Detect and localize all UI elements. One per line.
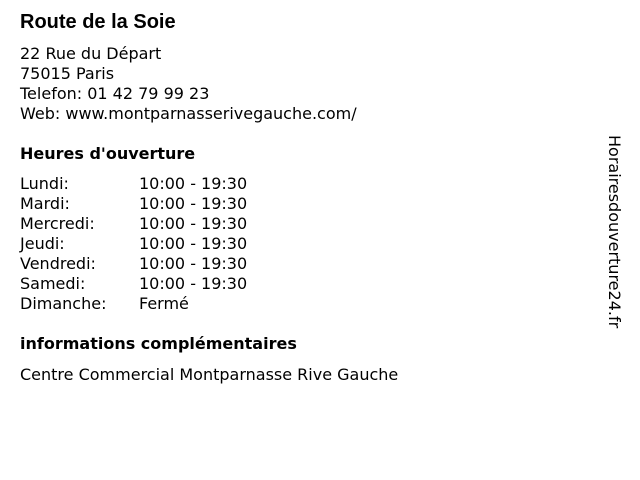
day-label: Mardi:	[20, 194, 70, 213]
hours-row-saturday	[20, 274, 320, 294]
time-value: 10:00 - 19:30	[139, 194, 248, 213]
store-address-block	[20, 44, 357, 124]
hours-heading: Heures d'ouverture	[20, 144, 196, 163]
info-text: Centre Commercial Montparnasse Rive Gauche	[20, 365, 399, 384]
time-value: Fermé	[139, 294, 189, 313]
time-value: 10:00 - 19:30	[139, 174, 248, 193]
hours-row-thursday	[20, 234, 320, 254]
time-value: 10:00 - 19:30	[139, 274, 248, 293]
day-label: Mercredi:	[20, 214, 95, 233]
hours-row-monday	[20, 174, 320, 194]
day-label: Vendredi:	[20, 254, 96, 273]
day-label: Lundi:	[20, 174, 69, 193]
day-label: Dimanche:	[20, 294, 107, 313]
website-link: Web: www.montparnasserivegauche.com/	[20, 104, 357, 123]
address-city: 75015 Paris	[20, 64, 115, 83]
day-label: Samedi:	[20, 274, 86, 293]
time-value: 10:00 - 19:30	[139, 234, 248, 253]
hours-row-wednesday	[20, 214, 320, 234]
info-heading: informations complémentaires	[20, 334, 297, 353]
time-value: 10:00 - 19:30	[139, 214, 248, 233]
hours-row-tuesday	[20, 194, 320, 214]
hours-row-sunday	[20, 294, 320, 314]
address-street: 22 Rue du Départ	[20, 44, 162, 63]
site-watermark: Horairesdouverture24.fr	[605, 135, 624, 329]
phone-number: Telefon: 01 42 79 99 23	[20, 84, 210, 103]
opening-hours-list	[20, 174, 320, 314]
day-label: Jeudi:	[20, 234, 65, 253]
hours-row-friday	[20, 254, 320, 274]
time-value: 10:00 - 19:30	[139, 254, 248, 273]
store-name: Route de la Soie	[20, 11, 176, 33]
